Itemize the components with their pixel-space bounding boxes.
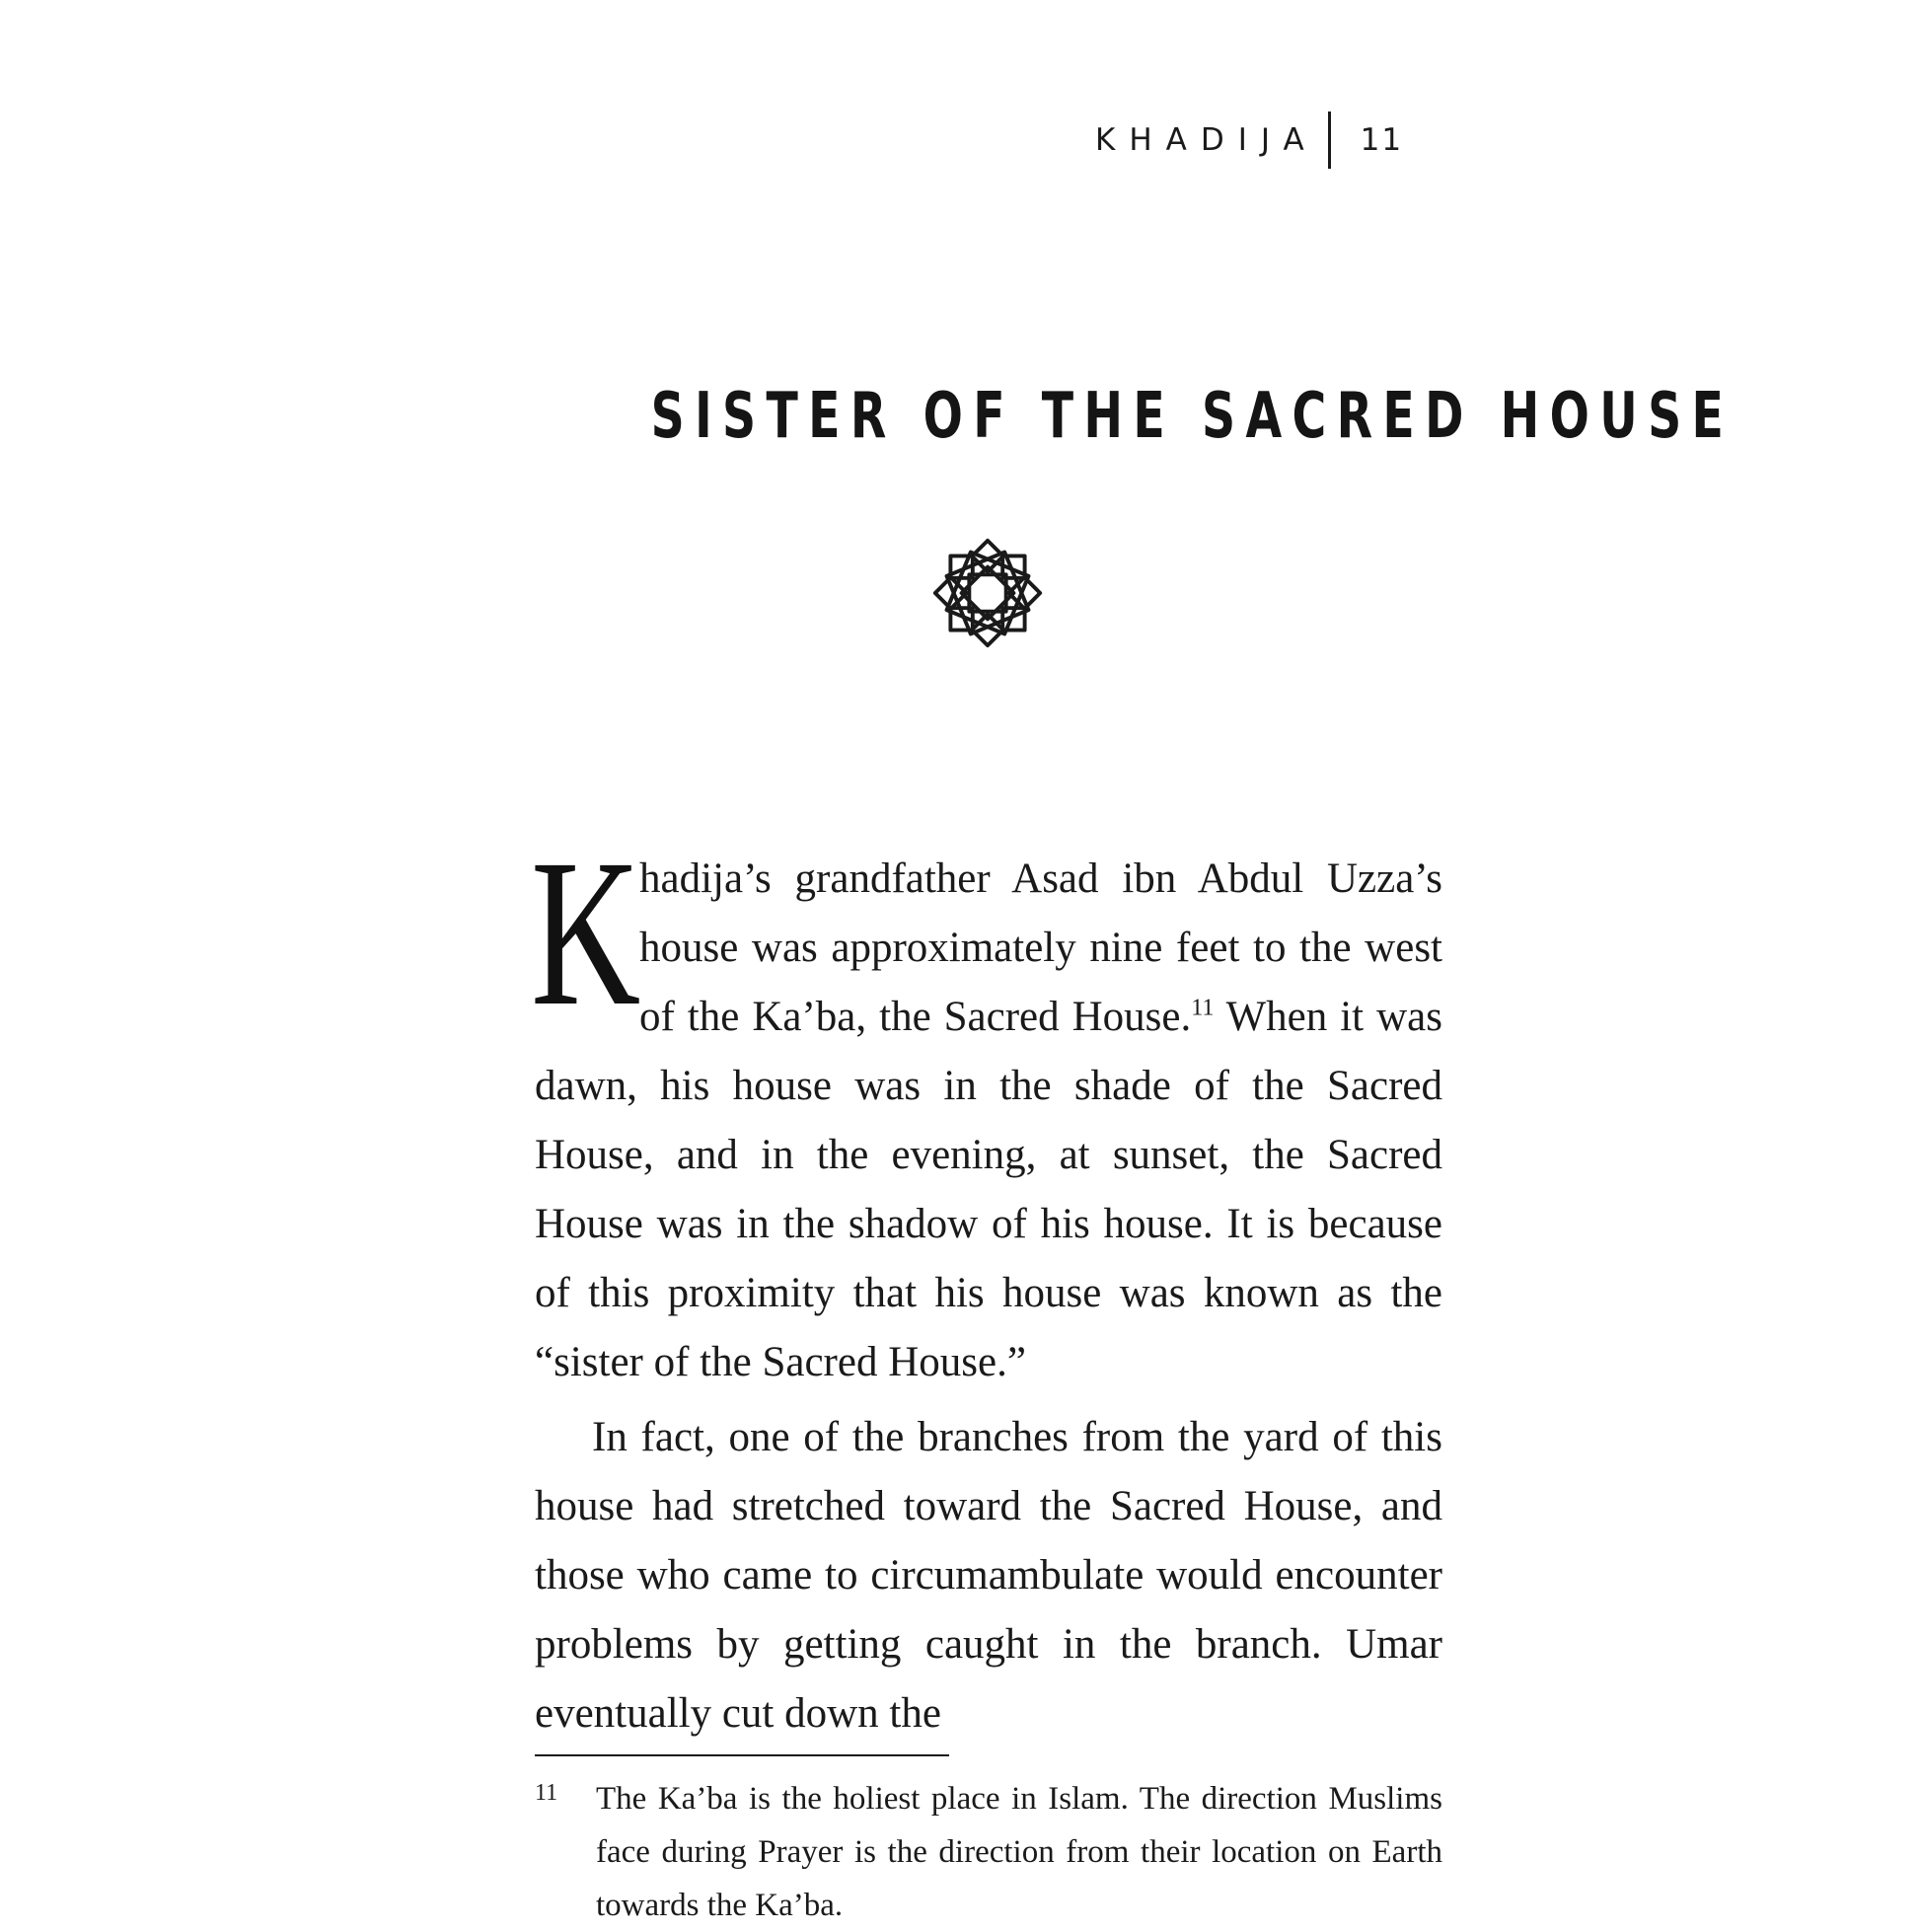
header-divider [1328,111,1331,169]
chapter-title: SISTER OF THE SACRED HOUSE [650,380,1735,453]
footnote-rule [535,1754,949,1756]
paragraph-1-text-end: When it was dawn, his house was in the shade of the Sacred House, and in the evening, at sunset, the Sacred House was in the shadow of his house. It is because of this proximity that his house was known as the “sister of the Sacred House.” [535,994,1442,1385]
paragraph-1-text-start: hadija’s grandfather Asad ibn Abdul Uzza’s house was approximately nine feet to the west of the Ka’ba, the Sacred House. [639,855,1442,1040]
drop-cap: K [531,816,641,1050]
footnote [535,1772,1442,1932]
footnote-text: The Ka’ba is the holiest place in Islam. The direction Muslims face during Prayer is the direction from their location on Earth towards the Ka’ba. [596,1781,1442,1923]
running-header-title: KHADIJA [1095,122,1318,158]
footnote-reference: 11 [1191,995,1215,1021]
paragraph-1 [531,816,1442,1397]
running-header [1095,111,1403,170]
body-text [531,816,1442,1748]
paragraph-2: In fact, one of the branches from the yard of this house had stretched toward the Sacred House, and those who came to circumambulate would encounter problems by getting caught in the branch. Umar eventually cut down the [535,1414,1442,1737]
page-number: 11 [1360,122,1404,158]
rosette-ornament-icon [932,538,1043,648]
footnote-number: 11 [535,1780,558,1806]
